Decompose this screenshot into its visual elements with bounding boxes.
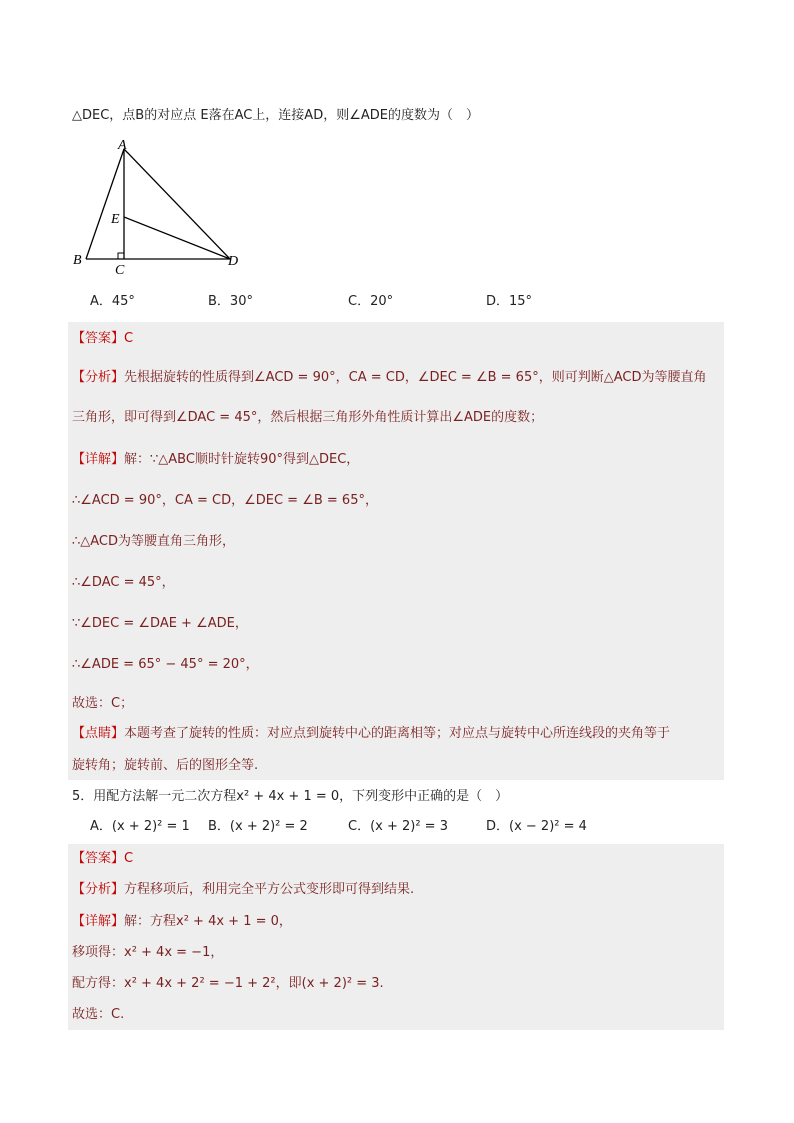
q4-stem: △DEC，点B的对应点 E落在AC上，连接AD，则∠ADE的度数为（ ）: [72, 108, 479, 123]
q5-option-a[interactable]: A．(x + 2)² = 1: [90, 819, 190, 834]
q4-comment-1: [72, 724, 670, 744]
q4-detail-6: ∴∠ADE = 65° − 45° = 20°，: [72, 657, 259, 672]
q5-solution-box: [68, 844, 724, 1030]
q5-analysis: [72, 880, 414, 900]
answer-value: C: [124, 851, 134, 866]
segment-ab: [86, 149, 124, 259]
detail-tag: 【详解】: [72, 914, 125, 929]
q4-option-c[interactable]: C．20°: [348, 294, 394, 309]
q4-analysis-2: 三角形，即可得到∠DAC = 45°，然后根据三角形外角性质计算出∠ADE的度数；: [72, 410, 544, 425]
q5-answer: [72, 849, 133, 869]
q5-detail-1: [72, 912, 292, 932]
q5-detail-4: 故选：C.: [72, 1007, 125, 1022]
q4-detail-1: [72, 450, 359, 470]
label-a: A: [118, 138, 127, 153]
answer-tag: 【答案】: [72, 851, 125, 866]
analysis-text: 方程移项后，利用完全平方公式变形即可得到结果.: [124, 882, 415, 897]
analysis-text: 先根据旋转的性质得到∠ACD = 90°，CA = CD，∠DEC = ∠B = 65°，则可判断△ACD为等腰直角: [124, 370, 707, 385]
q4-options: [0, 292, 794, 322]
label-d: D: [228, 254, 239, 269]
q4-option-d[interactable]: D．15°: [486, 294, 533, 309]
q4-analysis-1: [72, 368, 706, 388]
answer-tag: 【答案】: [72, 331, 125, 346]
detail-text: 解：∵△ABC顺时针旋转90°得到△DEC，: [124, 452, 360, 467]
q4-answer: [72, 329, 133, 349]
detail-tag: 【详解】: [72, 452, 125, 467]
analysis-tag: 【分析】: [72, 370, 125, 385]
comment-text: 本题考查了旋转的性质：对应点到旋转中心的距离相等；对应点与旋转中心所连线段的夹角等于: [124, 726, 671, 741]
q4-option-a[interactable]: A．45°: [90, 294, 135, 309]
answer-value: C: [124, 331, 134, 346]
right-angle-mark: [118, 253, 124, 259]
q5-option-d[interactable]: D．(x − 2)² = 4: [486, 819, 587, 834]
q5-option-b[interactable]: B．(x + 2)² = 2: [208, 819, 308, 834]
q4-option-b[interactable]: B．30°: [208, 294, 253, 309]
q5-detail-3: 配方得：x² + 4x + 2² = −1 + 2²，即(x + 2)² = 3.: [72, 976, 384, 991]
q4-detail-7: 故选：C；: [72, 696, 134, 711]
analysis-tag: 【分析】: [72, 882, 125, 897]
label-e: E: [111, 212, 120, 227]
label-b: B: [73, 253, 82, 268]
q5-option-c[interactable]: C．(x + 2)² = 3: [348, 819, 448, 834]
detail-text: 解：方程x² + 4x + 1 = 0，: [124, 914, 292, 929]
segment-ed: [124, 217, 230, 259]
q4-detail-5: ∵∠DEC = ∠DAE + ∠ADE，: [72, 616, 248, 631]
q5-detail-2: 移项得：x² + 4x = −1，: [72, 945, 224, 960]
label-c: C: [115, 263, 125, 277]
q4-detail-3: ∴△ACD为等腰直角三角形，: [72, 534, 236, 549]
q4-detail-4: ∴∠DAC = 45°，: [72, 575, 175, 590]
q5-options: [0, 817, 794, 847]
q5-stem: 5．用配方法解一元二次方程x² + 4x + 1 = 0，下列变形中正确的是（ ）: [72, 789, 509, 804]
q4-comment-2: 旋转角；旋转前、后的图形全等.: [72, 758, 259, 773]
comment-tag: 【点睛】: [72, 726, 125, 741]
segment-ad: [124, 149, 230, 259]
q4-detail-2: ∴∠ACD = 90°，CA = CD，∠DEC = ∠B = 65°，: [72, 493, 378, 508]
triangle-figure: [70, 137, 250, 277]
